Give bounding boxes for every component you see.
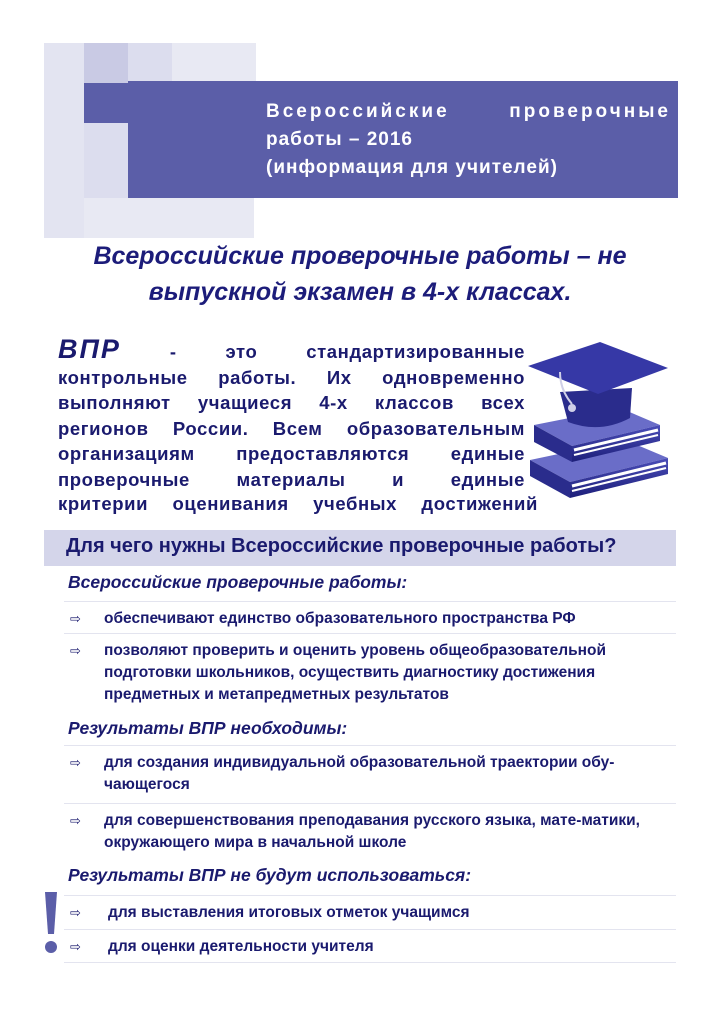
list-item	[64, 633, 676, 713]
header-deco	[172, 43, 256, 83]
list-item	[64, 803, 676, 861]
header-deco	[84, 198, 254, 238]
list-item	[64, 745, 676, 803]
arrow-icon: ⇨	[70, 813, 81, 828]
subtitle	[60, 238, 660, 310]
intro-last-line: критерии оценивания учебных достижений	[58, 493, 538, 514]
header-deco	[84, 123, 128, 198]
arrow-icon: ⇨	[70, 755, 81, 770]
title-word: Всероссийские	[266, 101, 450, 122]
title-line: (информация для учителей)	[266, 157, 558, 178]
list-item-text: для создания индивидуальной образовательной траектории обу-чающегося	[104, 754, 615, 793]
header-deco	[84, 83, 128, 123]
arrow-icon: ⇨	[70, 643, 81, 658]
exclamation-icon	[40, 890, 62, 956]
section-heading: Всероссийские проверочные работы:	[68, 572, 408, 592]
subtitle-line: выпускной экзамен в 4-х классах.	[148, 278, 572, 306]
header-deco	[44, 43, 84, 238]
title-line: работы – 2016	[266, 129, 413, 150]
list-item-text: обеспечивают единство образовательного пространства РФ	[104, 610, 576, 627]
list-item-text: для совершенствования преподавания русского языка, мате-матики, окружающего мира в начальной школе	[104, 812, 640, 851]
arrow-icon: ⇨	[70, 939, 81, 954]
section-heading: Результаты ВПР необходимы:	[68, 718, 348, 738]
header-deco	[128, 43, 172, 83]
list-item	[64, 929, 676, 963]
page-title	[266, 98, 671, 182]
arrow-icon: ⇨	[70, 905, 81, 920]
arrow-icon: ⇨	[70, 611, 81, 626]
section-heading: Результаты ВПР не будут использоваться:	[68, 865, 472, 885]
list-item	[64, 895, 676, 929]
list-item-text: для выставления итоговых отметок учащимся	[108, 904, 470, 921]
question-heading: Для чего нужны Всероссийские проверочные работы?	[66, 535, 617, 557]
list-item-text: позволяют проверить и оценить уровень общеобразовательной подготовки школьников, осуществить диагностику достижения предметных и метапредметных результатов	[104, 642, 607, 703]
intro-text: - это стандартизированные контрольные работы. Их одновременно выполняют учащиеся 4-х классов всех регионов России. Всем образовательным организациям предоставляются единые проверочные материалы и единые	[58, 341, 525, 490]
title-word: проверочные	[509, 101, 671, 122]
books-cap-icon	[520, 330, 670, 500]
list-item-text: для оценки деятельности учителя	[108, 938, 374, 955]
abbreviation: ВПР	[58, 334, 121, 364]
subtitle-line: Всероссийские проверочные работы – не	[93, 242, 627, 270]
list-item	[64, 601, 676, 633]
intro-paragraph	[58, 334, 525, 492]
